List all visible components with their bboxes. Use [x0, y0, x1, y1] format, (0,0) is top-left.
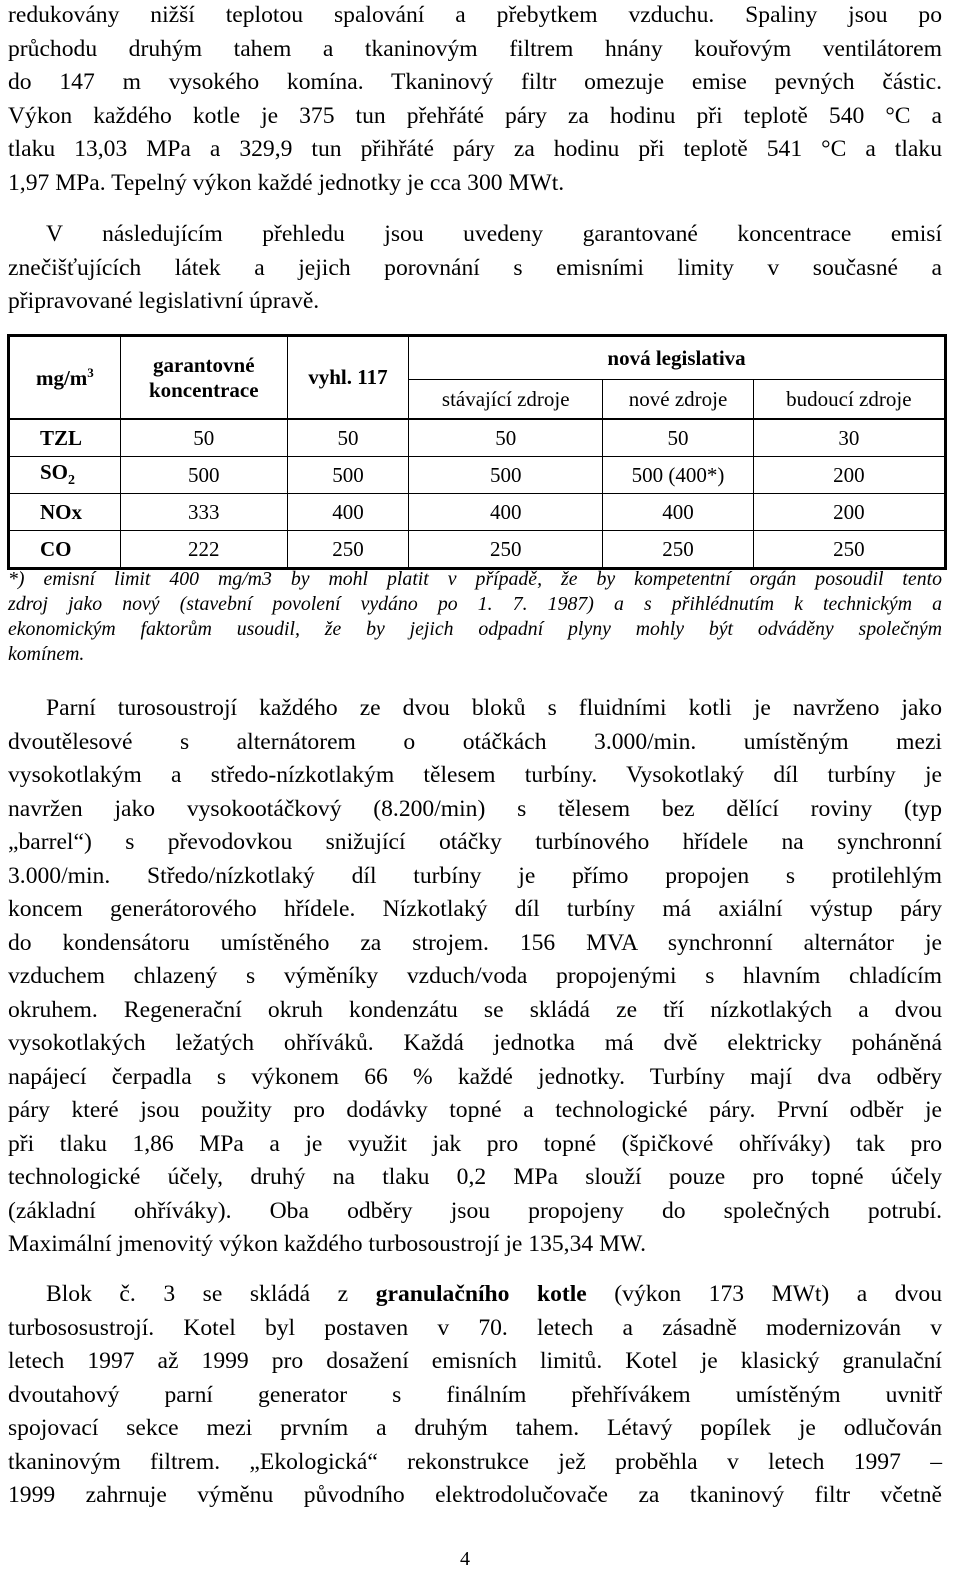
text-line: letech 1997 až 1999 pro dosažení emisních limitů. Kotel je klasický granulační	[8, 1348, 942, 1374]
header-future-sources: budoucí zdroje	[753, 380, 945, 420]
table-row	[9, 457, 946, 494]
text-line: komínem.	[8, 643, 85, 665]
header-existing-sources: stávající zdroje	[409, 380, 603, 420]
table-row	[9, 531, 946, 569]
table-header-row	[9, 336, 946, 380]
paragraph-block3	[8, 1278, 942, 1513]
table-footnote	[8, 567, 942, 667]
cell-future: 30	[753, 419, 945, 457]
text-line: „barrel“) s převodovkou snižující otáčky turbínového hřídele na synchronní	[8, 829, 942, 855]
cell-future: 250	[753, 531, 945, 569]
text-line: 1999 zahrnuje výměnu původního elektrodolučovače za tkaninový filtr včetně	[8, 1482, 942, 1508]
paragraph-turbine	[8, 692, 942, 1262]
table-row	[9, 494, 946, 531]
cell-new: 400	[603, 494, 753, 531]
cell-guaranteed: 500	[120, 457, 287, 494]
text-line: vysokotlakým a středo-nízkotlakým tělesem turbíny. Vysokotlaký díl turbíny je	[8, 762, 942, 788]
text-line: připravované legislativní úpravě.	[8, 288, 320, 314]
page-number: 4	[460, 1548, 470, 1570]
cell-existing: 250	[409, 531, 603, 569]
text-line: Výkon každého kotle je 375 tun přehřáté páry za hodinu při teplotě 540 °C a	[8, 102, 942, 129]
row-pollutant: CO	[9, 531, 121, 569]
cell-new: 50	[603, 419, 753, 457]
text-line: vysokotlakých ležatých ohříváků. Každá jednotka má dvě elektricky poháněná	[8, 1030, 942, 1056]
text-line: Maximální jmenovitý výkon každého turbosoustrojí je 135,34 MW.	[8, 1231, 647, 1257]
text-line: průchodu druhým tahem a tkaninovým filtrem hnány kouřovým ventilátorem	[8, 35, 942, 62]
text-line: V následujícím přehledu jsou uvedeny garantované koncentrace emisí	[46, 221, 942, 247]
text-line: Parní turosoustrojí každého ze dvou bloků s fluidními kotli je navrženo jako	[46, 695, 942, 721]
text-line: dvoutělesové s alternátorem o otáčkách 3.000/min. umístěným mezi	[8, 728, 942, 755]
cell-vyhl: 50	[287, 419, 408, 457]
text-line: vzduchem chlazený s výměníky vzduch/voda propojenými s hlavním chladícím	[8, 963, 942, 989]
cell-guaranteed: 222	[120, 531, 287, 569]
text-line: turbososustrojí. Kotel byl postaven v 70. letech a zásadně modernizován v	[8, 1314, 942, 1341]
text-line: při tlaku 1,86 MPa a je využit jak pro topné (špičkové ohříváky) tak pro	[8, 1130, 942, 1157]
text-line: Blok č. 3 se skládá z granulačního kotle (výkon 173 MWt) a dvou	[46, 1281, 942, 1307]
text-line: znečišťujících látek a jejich porovnání s emisními limity v současné a	[8, 254, 942, 281]
paragraph-table-intro	[8, 218, 942, 319]
text-line: páry které jsou použity pro dodávky topné a technologické páry. První odběr je	[8, 1097, 942, 1123]
text-line: technologické účely, druhý na tlaku 0,2 MPa slouží pouze pro topné účely	[8, 1164, 942, 1190]
text-line: do kondensátoru umístěného za strojem. 156 MVA synchronní alternátor je	[8, 929, 942, 956]
text-line: spojovací sekce mezi prvním a druhým tahem. Létavý popílek je odlučován	[8, 1415, 942, 1441]
text-line: okruhem. Regenerační okruh kondenzátu se skládá ze tří nízkotlakých a dvou	[8, 996, 942, 1023]
cell-new: 500 (400*)	[603, 457, 753, 494]
bold-term: granulačního kotle	[375, 1281, 587, 1307]
text-line: tlaku 13,03 MPa a 329,9 tun přihřáté páry za hodinu při teplotě 541 °C a tlaku	[8, 136, 942, 162]
header-new-sources: nové zdroje	[603, 380, 753, 420]
paragraph-emissions-intro	[8, 0, 942, 200]
header-new-legislation: nová legislativa	[409, 336, 946, 380]
header-unit: $mg/m^3$	[9, 336, 121, 420]
header-vyhl: vyhl. 117	[287, 336, 408, 420]
row-pollutant: TZL	[9, 419, 121, 457]
text-line: do 147 m vysokého komína. Tkaninový filtr omezuje emise pevných částic.	[8, 69, 942, 95]
cell-vyhl: 500	[287, 457, 408, 494]
text-line: tkaninovým filtrem. „Ekologická“ rekonstrukce jež proběhla v letech 1997 –	[8, 1448, 942, 1475]
text-line: koncem generátorového hřídele. Nízkotlaký díl turbíny má axiální výstup páry	[8, 896, 942, 922]
text-line: dvoutahový parní generator s finálním přehřívákem umístěným uvnitř	[8, 1381, 942, 1408]
text-line: (základní ohříváky). Oba odběry jsou propojeny do společných potrubí.	[8, 1197, 942, 1224]
text-line: 1,97 MPa. Tepelný výkon každé jednotky je cca 300 MWt.	[8, 169, 565, 196]
row-pollutant: $SO_2$	[9, 457, 121, 494]
row-pollutant: NOx	[9, 494, 121, 531]
cell-guaranteed: 333	[120, 494, 287, 531]
table-row	[9, 419, 946, 457]
text-line: redukovány nižší teplotou spalování a přebytkem vzduchu. Spaliny jsou po	[8, 2, 942, 28]
cell-vyhl: 400	[287, 494, 408, 531]
cell-future: 200	[753, 494, 945, 531]
header-guaranteed: garantovné koncentrace	[120, 336, 287, 420]
cell-vyhl: 250	[287, 531, 408, 569]
cell-existing: 50	[409, 419, 603, 457]
cell-future: 200	[753, 457, 945, 494]
text-line: 3.000/min. Středo/nízkotlaký díl turbíny je přímo propojen s protilehlým	[8, 862, 942, 889]
text-line: *) emisní limit 400 mg/m3 by mohl platit v případě, že by kompetentní orgán posoudil tento	[8, 568, 942, 590]
text-line: navržen jako vysokootáčkový (8.200/min) s tělesem bez dělící roviny (typ	[8, 795, 942, 822]
cell-existing: 400	[409, 494, 603, 531]
text-line: zdroj jako nový (stavební povolení vydáno po 1. 7. 1987) a s přihlédnutím k technickým a	[8, 593, 942, 615]
text-line: ekonomickým faktorům usoudil, že by jejich odpadní plyny mohly být odváděny společným	[8, 618, 942, 640]
text-line: napájecí čerpadla s výkonem 66 % každé jednotky. Turbíny mají dva odběry	[8, 1063, 942, 1090]
cell-new: 250	[603, 531, 753, 569]
cell-guaranteed: 50	[120, 419, 287, 457]
cell-existing: 500	[409, 457, 603, 494]
emissions-table	[7, 334, 947, 570]
